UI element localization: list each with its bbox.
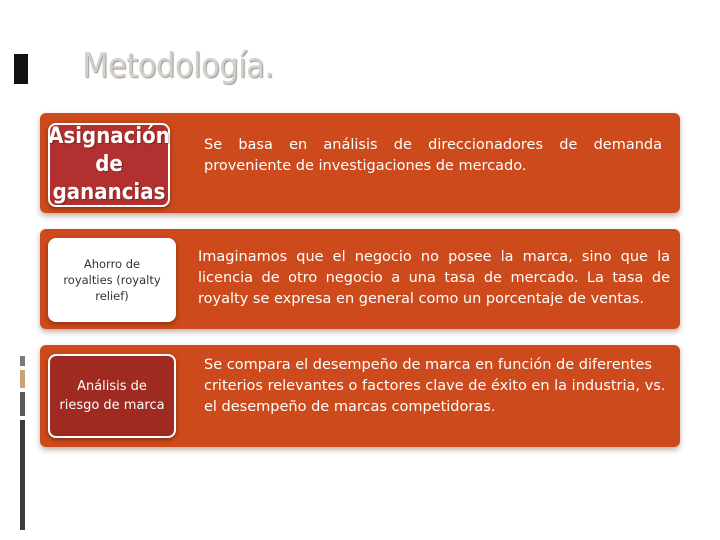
method-label: Asignación de ganancias <box>48 124 170 205</box>
method-description: Imaginamos que el negocio no posee la marca, sino que la licencia de otro negocio a una tasa de mercado. La tasa de royalty se expresa en general como un porcentaje de ventas. <box>198 249 670 307</box>
method-label-box <box>48 354 176 438</box>
method-label: Ahorro de royalties (royalty relief) <box>63 257 161 303</box>
side-decoration-strip <box>20 356 25 530</box>
method-label: Análisis de riesgo de marca <box>59 379 165 413</box>
method-row-profit-allocation <box>40 113 680 213</box>
method-row-brand-risk <box>40 345 680 447</box>
method-row-royalty-relief <box>40 229 680 329</box>
title-marker <box>14 54 28 84</box>
method-label-box <box>48 238 176 322</box>
method-label-box <box>48 123 170 207</box>
slide-title: Metodología. <box>82 46 274 86</box>
method-description: Se basa en análisis de direccionadores de demanda proveniente de investigaciones de mercado. <box>204 137 662 174</box>
method-description: Se compara el desempeño de marca en función de diferentes criterios relevantes o factores clave de éxito en la industria, vs. el desempeño de marcas competidoras. <box>204 357 666 415</box>
